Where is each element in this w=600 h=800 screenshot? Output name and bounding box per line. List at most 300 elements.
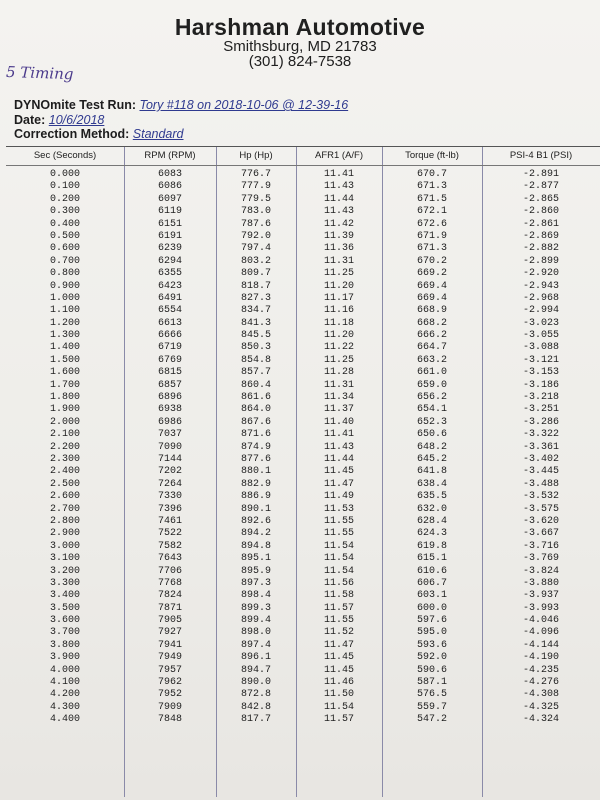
cell-rpm: 7461 xyxy=(157,515,182,527)
table-row xyxy=(6,665,600,677)
cell-rpm: 7144 xyxy=(157,453,182,465)
cell-afr: 11.37 xyxy=(323,404,354,416)
table-row xyxy=(6,528,600,540)
table-header xyxy=(6,147,600,166)
table-row xyxy=(6,442,600,454)
cell-sec: 4.100 xyxy=(49,677,80,689)
cell-hp: 877.6 xyxy=(240,453,271,465)
table-row xyxy=(6,466,600,478)
cell-torque: 595.0 xyxy=(416,627,447,639)
cell-hp: 857.7 xyxy=(240,367,271,379)
cell-psi: -4.096 xyxy=(522,627,559,639)
cell-hp: 841.3 xyxy=(240,317,271,329)
cell-rpm: 6191 xyxy=(157,230,182,242)
cell-hp: 890.1 xyxy=(240,503,271,515)
cell-afr: 11.43 xyxy=(323,181,354,193)
cell-afr: 11.43 xyxy=(323,206,354,218)
cell-torque: 648.2 xyxy=(416,441,447,453)
cell-hp: 871.6 xyxy=(240,429,271,441)
cell-hp: 897.3 xyxy=(240,577,271,589)
cell-sec: 3.900 xyxy=(49,652,80,664)
table-row xyxy=(6,293,600,305)
cell-torque: 593.6 xyxy=(416,639,447,651)
table-row xyxy=(6,243,600,255)
cell-rpm: 7582 xyxy=(157,540,182,552)
cell-psi: -2.968 xyxy=(522,292,559,304)
cell-hp: 880.1 xyxy=(240,466,271,478)
table-row xyxy=(6,169,600,181)
cell-afr: 11.54 xyxy=(323,565,354,577)
cell-psi: -3.993 xyxy=(522,602,559,614)
cell-afr: 11.25 xyxy=(323,268,354,280)
cell-sec: 3.500 xyxy=(49,602,80,614)
cell-rpm: 6938 xyxy=(157,404,182,416)
cell-hp: 842.8 xyxy=(240,701,271,713)
cell-hp: 896.1 xyxy=(240,652,271,664)
cell-sec: 4.300 xyxy=(49,701,80,713)
company-name: Harshman Automotive xyxy=(174,14,426,40)
cell-rpm: 6719 xyxy=(157,342,182,354)
cell-afr: 11.22 xyxy=(323,342,354,354)
cell-rpm: 6083 xyxy=(157,169,182,180)
cell-sec: 0.000 xyxy=(49,169,80,180)
cell-psi: -3.667 xyxy=(522,528,559,540)
cell-rpm: 6086 xyxy=(157,181,182,193)
cell-torque: 669.2 xyxy=(416,268,447,280)
cell-hp: 890.0 xyxy=(240,677,271,689)
cell-psi: -3.716 xyxy=(522,540,559,552)
cell-torque: 592.0 xyxy=(416,652,447,664)
cell-hp: 872.8 xyxy=(240,689,271,701)
table-row xyxy=(6,206,600,218)
cell-torque: 587.1 xyxy=(416,677,447,689)
date-line xyxy=(14,113,104,127)
cell-rpm: 6239 xyxy=(157,243,182,255)
company-address: Smithsburg, MD 21783 xyxy=(223,38,377,55)
column-header-afr: AFR1 (A/F) xyxy=(314,150,364,161)
cell-hp: 783.0 xyxy=(240,206,271,218)
cell-psi: -4.190 xyxy=(522,652,559,664)
cell-sec: 1.400 xyxy=(49,342,80,354)
table-row xyxy=(6,615,600,627)
cell-sec: 3.200 xyxy=(49,565,80,577)
cell-torque: 668.2 xyxy=(416,317,447,329)
cell-afr: 11.57 xyxy=(323,714,354,726)
cell-psi: -3.251 xyxy=(522,404,559,416)
cell-sec: 2.900 xyxy=(49,528,80,540)
cell-hp: 899.3 xyxy=(240,602,271,614)
cell-afr: 11.56 xyxy=(323,577,354,589)
cell-torque: 600.0 xyxy=(416,602,447,614)
table-row xyxy=(6,367,600,379)
cell-rpm: 7957 xyxy=(157,664,182,676)
cell-psi: -3.023 xyxy=(522,317,559,329)
cell-psi: -2.920 xyxy=(522,268,559,280)
cell-rpm: 6613 xyxy=(157,317,182,329)
cell-torque: 654.1 xyxy=(416,404,447,416)
cell-hp: 897.4 xyxy=(240,639,271,651)
cell-rpm: 7522 xyxy=(157,528,182,540)
cell-sec: 2.400 xyxy=(49,466,80,478)
cell-sec: 1.700 xyxy=(49,379,80,391)
cell-afr: 11.55 xyxy=(323,615,354,627)
cell-rpm: 6857 xyxy=(157,379,182,391)
cell-torque: 668.9 xyxy=(416,305,447,317)
cell-hp: 895.1 xyxy=(240,553,271,565)
table-row xyxy=(6,256,600,268)
cell-psi: -2.869 xyxy=(522,230,559,242)
table-row xyxy=(6,516,600,528)
cell-afr: 11.44 xyxy=(323,193,354,205)
cell-afr: 11.31 xyxy=(323,255,354,267)
cell-afr: 11.58 xyxy=(323,590,354,602)
cell-torque: 628.4 xyxy=(416,515,447,527)
table-row xyxy=(6,491,600,503)
cell-torque: 632.0 xyxy=(416,503,447,515)
table-row xyxy=(6,392,600,404)
cell-psi: -3.153 xyxy=(522,367,559,379)
cell-torque: 547.2 xyxy=(416,714,447,726)
cell-afr: 11.57 xyxy=(323,602,354,614)
cell-rpm: 7396 xyxy=(157,503,182,515)
table-row xyxy=(6,479,600,491)
table-row xyxy=(6,355,600,367)
cell-sec: 2.200 xyxy=(49,441,80,453)
table-row xyxy=(6,404,600,416)
cell-hp: 874.9 xyxy=(240,441,271,453)
dyno-data-table xyxy=(6,146,600,797)
cell-hp: 817.7 xyxy=(240,714,271,726)
table-row xyxy=(6,268,600,280)
cell-afr: 11.47 xyxy=(323,478,354,490)
table-row xyxy=(6,627,600,639)
cell-psi: -3.055 xyxy=(522,330,559,342)
cell-sec: 0.200 xyxy=(49,193,80,205)
cell-sec: 1.000 xyxy=(49,292,80,304)
cell-hp: 803.2 xyxy=(240,255,271,267)
cell-psi: -2.994 xyxy=(522,305,559,317)
cell-torque: 597.6 xyxy=(416,615,447,627)
cell-sec: 2.100 xyxy=(49,429,80,441)
cell-sec: 1.200 xyxy=(49,317,80,329)
cell-torque: 590.6 xyxy=(416,664,447,676)
table-row xyxy=(6,504,600,516)
cell-hp: 792.0 xyxy=(240,230,271,242)
cell-hp: 797.4 xyxy=(240,243,271,255)
cell-torque: 670.2 xyxy=(416,255,447,267)
cell-afr: 11.20 xyxy=(323,280,354,292)
table-row xyxy=(6,689,600,701)
cell-hp: 892.6 xyxy=(240,515,271,527)
cell-afr: 11.20 xyxy=(323,330,354,342)
table-row xyxy=(6,342,600,354)
cell-afr: 11.55 xyxy=(323,515,354,527)
table-row xyxy=(6,231,600,243)
cell-sec: 3.400 xyxy=(49,590,80,602)
test-run-label: DYNOmite Test Run: xyxy=(14,98,136,112)
cell-hp: 776.7 xyxy=(240,169,271,180)
cell-rpm: 6815 xyxy=(157,367,182,379)
cell-hp: 895.9 xyxy=(240,565,271,577)
cell-torque: 672.6 xyxy=(416,218,447,230)
cell-afr: 11.49 xyxy=(323,491,354,503)
cell-afr: 11.25 xyxy=(323,354,354,366)
cell-psi: -3.824 xyxy=(522,565,559,577)
cell-afr: 11.18 xyxy=(323,317,354,329)
table-row xyxy=(6,380,600,392)
cell-torque: 641.8 xyxy=(416,466,447,478)
cell-rpm: 6554 xyxy=(157,305,182,317)
cell-torque: 664.7 xyxy=(416,342,447,354)
handwritten-note: 5 Timing xyxy=(5,62,74,84)
cell-psi: -2.943 xyxy=(522,280,559,292)
cell-torque: 576.5 xyxy=(416,689,447,701)
cell-afr: 11.43 xyxy=(323,441,354,453)
cell-sec: 4.000 xyxy=(49,664,80,676)
column-header-sec: Sec (Seconds) xyxy=(33,150,97,161)
cell-psi: -2.877 xyxy=(522,181,559,193)
cell-psi: -4.325 xyxy=(522,701,559,713)
cell-rpm: 6986 xyxy=(157,416,182,428)
cell-sec: 3.700 xyxy=(49,627,80,639)
table-row xyxy=(6,305,600,317)
cell-afr: 11.44 xyxy=(323,453,354,465)
cell-sec: 0.300 xyxy=(49,206,80,218)
cell-psi: -3.488 xyxy=(522,478,559,490)
cell-sec: 3.000 xyxy=(49,540,80,552)
cell-hp: 809.7 xyxy=(240,268,271,280)
table-row xyxy=(6,590,600,602)
cell-sec: 4.200 xyxy=(49,689,80,701)
cell-psi: -3.445 xyxy=(522,466,559,478)
table-row xyxy=(6,194,600,206)
cell-torque: 619.8 xyxy=(416,540,447,552)
cell-hp: 861.6 xyxy=(240,392,271,404)
cell-torque: 650.6 xyxy=(416,429,447,441)
cell-sec: 1.500 xyxy=(49,354,80,366)
cell-rpm: 7909 xyxy=(157,701,182,713)
cell-afr: 11.17 xyxy=(323,292,354,304)
cell-afr: 11.50 xyxy=(323,689,354,701)
cell-hp: 864.0 xyxy=(240,404,271,416)
cell-rpm: 7824 xyxy=(157,590,182,602)
cell-sec: 0.700 xyxy=(49,255,80,267)
table-row xyxy=(6,281,600,293)
date-label: Date: xyxy=(14,113,46,127)
cell-rpm: 7330 xyxy=(157,491,182,503)
table-row xyxy=(6,181,600,193)
cell-psi: -4.144 xyxy=(522,639,559,651)
cell-afr: 11.39 xyxy=(323,230,354,242)
cell-rpm: 7643 xyxy=(157,553,182,565)
cell-psi: -3.361 xyxy=(522,441,559,453)
cell-torque: 666.2 xyxy=(416,330,447,342)
cell-torque: 559.7 xyxy=(416,701,447,713)
cell-rpm: 7949 xyxy=(157,652,182,664)
column-header-rpm: RPM (RPM) xyxy=(144,150,196,161)
cell-rpm: 7037 xyxy=(157,429,182,441)
cell-psi: -3.286 xyxy=(522,416,559,428)
cell-hp: 827.3 xyxy=(240,292,271,304)
cell-hp: 777.9 xyxy=(240,181,271,193)
cell-hp: 898.4 xyxy=(240,590,271,602)
cell-afr: 11.55 xyxy=(323,528,354,540)
cell-psi: -4.235 xyxy=(522,664,559,676)
cell-torque: 672.1 xyxy=(416,206,447,218)
test-run-link[interactable]: Tory #118 on 2018-10-06 @ 12-39-16 xyxy=(139,98,349,112)
cell-torque: 659.0 xyxy=(416,379,447,391)
cell-sec: 2.600 xyxy=(49,491,80,503)
cell-rpm: 6151 xyxy=(157,218,182,230)
cell-rpm: 6355 xyxy=(157,268,182,280)
cell-afr: 11.45 xyxy=(323,466,354,478)
cell-rpm: 6769 xyxy=(157,354,182,366)
cell-psi: -3.532 xyxy=(522,491,559,503)
cell-psi: -3.937 xyxy=(522,590,559,602)
test-run-line xyxy=(14,98,348,112)
cell-afr: 11.54 xyxy=(323,553,354,565)
cell-hp: 787.6 xyxy=(240,218,271,230)
cell-torque: 603.1 xyxy=(416,590,447,602)
table-row xyxy=(6,603,600,615)
cell-psi: -3.769 xyxy=(522,553,559,565)
cell-sec: 0.600 xyxy=(49,243,80,255)
cell-psi: -2.860 xyxy=(522,206,559,218)
table-row xyxy=(6,454,600,466)
cell-rpm: 6294 xyxy=(157,255,182,267)
correction-value[interactable]: Standard xyxy=(132,127,184,141)
table-row xyxy=(6,578,600,590)
cell-rpm: 7848 xyxy=(157,714,182,726)
cell-hp: 818.7 xyxy=(240,280,271,292)
cell-hp: 899.4 xyxy=(240,615,271,627)
cell-hp: 886.9 xyxy=(240,491,271,503)
cell-psi: -4.308 xyxy=(522,689,559,701)
cell-torque: 671.3 xyxy=(416,181,447,193)
cell-torque: 615.1 xyxy=(416,553,447,565)
table-row xyxy=(6,330,600,342)
cell-afr: 11.54 xyxy=(323,540,354,552)
cell-sec: 1.800 xyxy=(49,392,80,404)
cell-sec: 1.300 xyxy=(49,330,80,342)
cell-rpm: 6491 xyxy=(157,292,182,304)
cell-afr: 11.46 xyxy=(323,677,354,689)
cell-rpm: 7905 xyxy=(157,615,182,627)
cell-psi: -3.121 xyxy=(522,354,559,366)
correction-line xyxy=(14,127,184,141)
cell-sec: 0.400 xyxy=(49,218,80,230)
cell-torque: 670.7 xyxy=(416,169,447,180)
table-row xyxy=(6,541,600,553)
column-header-torque: Torque (ft-lb) xyxy=(405,150,459,161)
cell-rpm: 7871 xyxy=(157,602,182,614)
cell-psi: -3.218 xyxy=(522,392,559,404)
cell-psi: -2.861 xyxy=(522,218,559,230)
table-row xyxy=(6,429,600,441)
cell-hp: 898.0 xyxy=(240,627,271,639)
cell-rpm: 7941 xyxy=(157,639,182,651)
cell-sec: 1.900 xyxy=(49,404,80,416)
cell-sec: 0.500 xyxy=(49,230,80,242)
cell-psi: -3.880 xyxy=(522,577,559,589)
correction-label: Correction Method: xyxy=(14,127,130,141)
cell-rpm: 6896 xyxy=(157,392,182,404)
table-row xyxy=(6,553,600,565)
cell-hp: 850.3 xyxy=(240,342,271,354)
cell-afr: 11.34 xyxy=(323,392,354,404)
cell-rpm: 7090 xyxy=(157,441,182,453)
cell-sec: 3.600 xyxy=(49,615,80,627)
cell-afr: 11.16 xyxy=(323,305,354,317)
cell-sec: 1.600 xyxy=(49,367,80,379)
cell-psi: -3.186 xyxy=(522,379,559,391)
cell-afr: 11.42 xyxy=(323,218,354,230)
company-phone: (301) 824-7538 xyxy=(248,53,352,70)
table-row xyxy=(6,219,600,231)
cell-sec: 0.900 xyxy=(49,280,80,292)
table-row xyxy=(6,652,600,664)
cell-sec: 3.100 xyxy=(49,553,80,565)
cell-hp: 894.2 xyxy=(240,528,271,540)
cell-torque: 645.2 xyxy=(416,453,447,465)
cell-psi: -4.276 xyxy=(522,677,559,689)
cell-psi: -2.899 xyxy=(522,255,559,267)
column-header-hp: Hp (Hp) xyxy=(239,150,273,161)
cell-hp: 882.9 xyxy=(240,478,271,490)
cell-afr: 11.45 xyxy=(323,664,354,676)
cell-hp: 854.8 xyxy=(240,354,271,366)
cell-sec: 2.800 xyxy=(49,515,80,527)
table-row xyxy=(6,640,600,652)
cell-rpm: 7962 xyxy=(157,677,182,689)
cell-torque: 652.3 xyxy=(416,416,447,428)
cell-rpm: 7706 xyxy=(157,565,182,577)
cell-torque: 661.0 xyxy=(416,367,447,379)
cell-torque: 669.4 xyxy=(416,292,447,304)
cell-sec: 0.100 xyxy=(49,181,80,193)
cell-psi: -2.882 xyxy=(522,243,559,255)
cell-psi: -3.322 xyxy=(522,429,559,441)
cell-sec: 2.500 xyxy=(49,478,80,490)
cell-psi: -3.575 xyxy=(522,503,559,515)
cell-hp: 894.7 xyxy=(240,664,271,676)
cell-afr: 11.53 xyxy=(323,503,354,515)
cell-psi: -3.088 xyxy=(522,342,559,354)
table-row xyxy=(6,702,600,714)
cell-afr: 11.54 xyxy=(323,701,354,713)
cell-torque: 663.2 xyxy=(416,354,447,366)
cell-psi: -4.324 xyxy=(522,714,559,726)
cell-torque: 638.4 xyxy=(416,478,447,490)
cell-psi: -3.620 xyxy=(522,515,559,527)
cell-torque: 669.4 xyxy=(416,280,447,292)
cell-torque: 656.2 xyxy=(416,392,447,404)
cell-torque: 606.7 xyxy=(416,577,447,589)
cell-rpm: 7202 xyxy=(157,466,182,478)
cell-psi: -3.402 xyxy=(522,453,559,465)
cell-sec: 0.800 xyxy=(49,268,80,280)
cell-sec: 4.400 xyxy=(49,714,80,726)
cell-hp: 867.6 xyxy=(240,416,271,428)
cell-hp: 845.5 xyxy=(240,330,271,342)
cell-rpm: 6119 xyxy=(157,206,182,218)
cell-sec: 2.000 xyxy=(49,416,80,428)
cell-sec: 2.700 xyxy=(49,503,80,515)
cell-rpm: 6666 xyxy=(157,330,182,342)
date-value[interactable]: 10/6/2018 xyxy=(48,113,105,127)
table-row xyxy=(6,677,600,689)
cell-afr: 11.40 xyxy=(323,416,354,428)
